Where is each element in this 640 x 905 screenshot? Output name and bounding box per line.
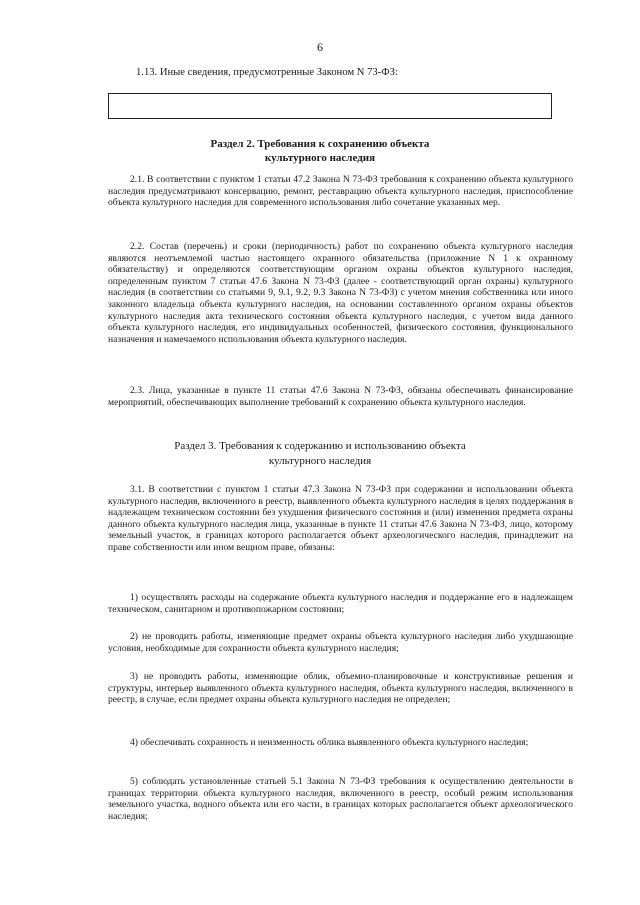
paragraph-2-3: 2.3. Лица, указанные в пункте 11 статьи 47.6 Закона N 73-ФЗ, обязаны обеспечивать финансирование мероприятий, обеспечивающих выполнение требований к сохранению объекта культурного наследия. (108, 385, 573, 408)
list-item-4: 4) обеспечивать сохранность и неизменность облика выявленного объекта культурного наследия; (130, 737, 529, 748)
paragraph-2-2: 2.2. Состав (перечень) и сроки (периодичность) работ по сохранению объекта культурного наследия являются неотъемлемой частью настоящего охранного обязательства (приложение N 1 к охранному обязательству) и определяются соответствующим органом охраны объектов культурного наследия, определенным пунктом 7 статьи 47.6 Закона N 73-ФЗ (далее - соответствующий орган охраны) культурного наследия (в соответствии со статьями 9, 9.1, 9.2, 9.3 Закона N 73-ФЗ) с учетом мнения собственника или иного законного владельца объекта культурного наследия, на основании составленного органом охраны объектов культурного наследия акта технического состояния объекта культурного наследия, с учетом вида данного объекта культурного наследия, его индивидуальных особенностей, физического состояния, функционального назначения и намечаемого использования объекта культурного наследия. (108, 241, 573, 345)
section-2-title-line1: Раздел 2. Требования к сохранению объекта (210, 138, 430, 150)
page-number: 6 (317, 40, 323, 54)
paragraph-2-1: 2.1. В соответствии с пунктом 1 статьи 47.2 Закона N 73-ФЗ требования к сохранению объекта культурного наследия предусматривают консервацию, ремонт, реставрацию объекта культурного наследия, приспособление объекта культурного наследия для современного использования либо сочетание указанных мер. (108, 174, 573, 209)
paragraph-3-1: 3.1. В соответствии с пунктом 1 статьи 47.3 Закона N 73-ФЗ при содержании и использовании объекта культурного наследия, включенного в реестр, выявленного объекта культурного наследия в целях поддержания в надлежащем техническом состоянии без ухудшения физического состояния и (или) изменения предмета охраны данного объекта культурного наследия лица, указанные в пункте 11 статьи 47.6 Закона N 73-ФЗ, лицо, которому земельный участок, в границах которого располагается объект археологического наследия, принадлежит на праве собственности или ином вещном праве, обязаны: (108, 484, 573, 553)
section-3-title-line1: Раздел 3. Требования к содержанию и использованию объекта (174, 440, 466, 452)
list-item-3: 3) не проводить работы, изменяющие облик, объемно-планировочные и конструктивные решения и структуры, интерьер выявленного объекта культурного наследия, объекта культурного наследия, включенного в реестр, в случае, если предмет охраны объекта культурного наследия не определен; (108, 671, 573, 706)
other-info-box (108, 93, 552, 119)
section-3-title-line2: культурного наследия (268, 455, 372, 467)
list-item-1: 1) осуществлять расходы на содержание объекта культурного наследия и поддержание его в надлежащем техническом, санитарном и противопожарном состоянии; (108, 592, 573, 615)
list-item-2: 2) не проводить работы, изменяющие предмет охраны объекта культурного наследия либо ухудшающие условия, необходимые для сохранности объекта культурного наследия; (108, 631, 573, 654)
section-2-title-line2: культурного наследия (264, 152, 376, 164)
item-1-13: 1.13. Иные сведения, предусмотренные Законом N 73-ФЗ: (136, 67, 398, 78)
list-item-5: 5) соблюдать установленные статьей 5.1 Закона N 73-ФЗ требования к осуществлению деятельности в границах территории объекта культурного наследия, включенного в реестр, особый режим использования земельного участка, водного объекта или его части, в границах которых располагается объект археологического наследия; (108, 776, 573, 822)
